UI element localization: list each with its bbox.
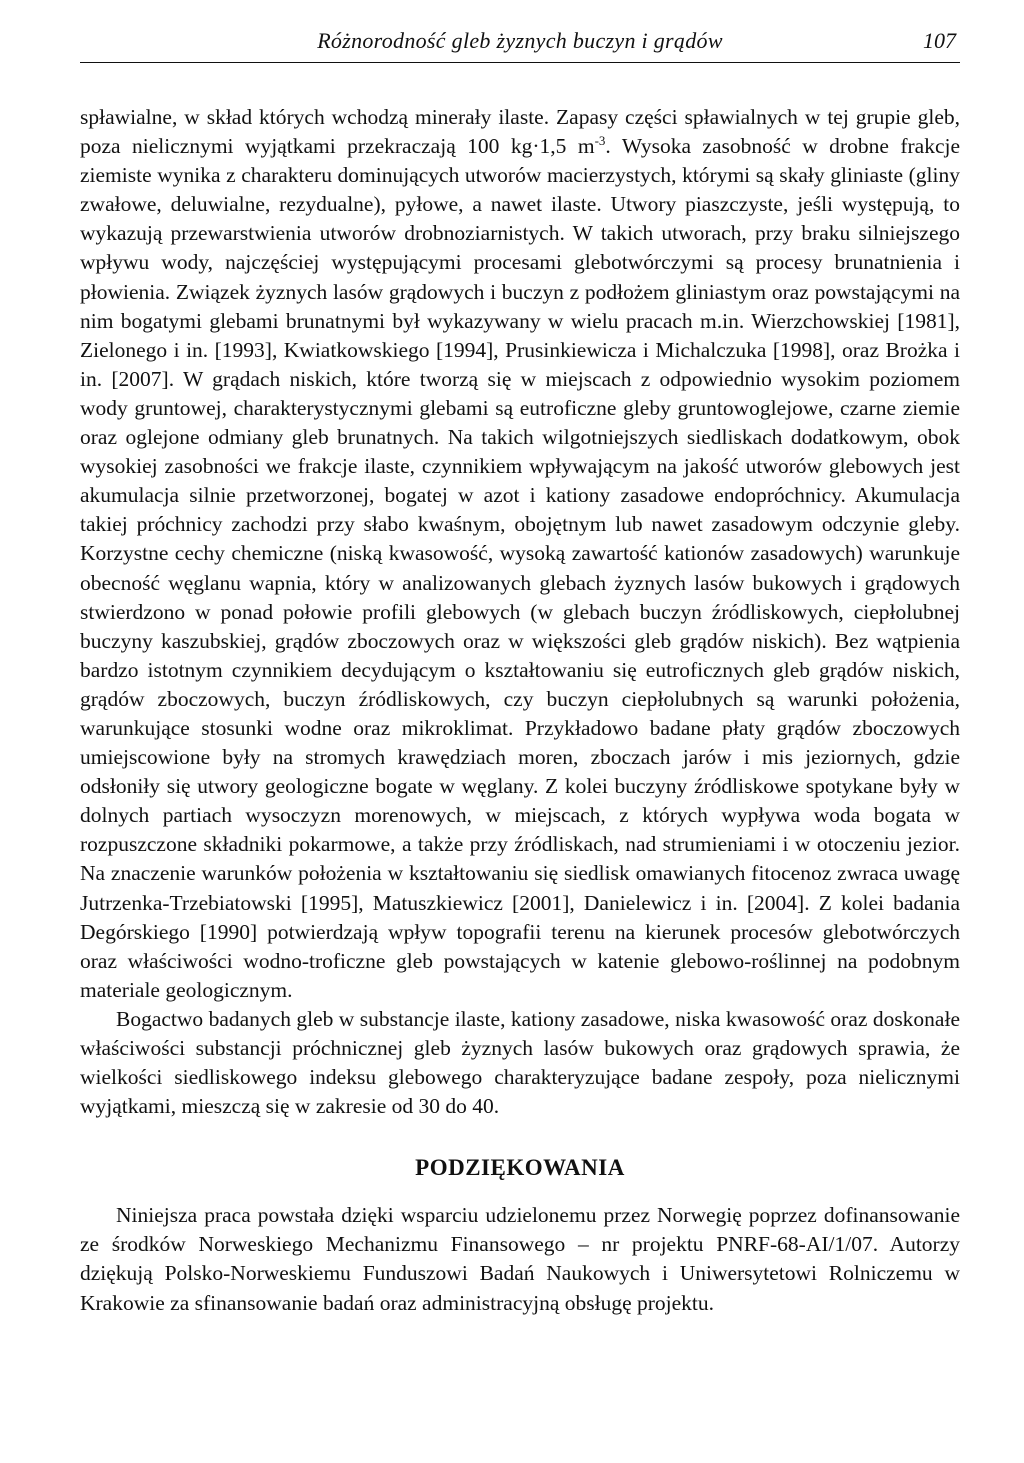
acknowledgements-heading: PODZIĘKOWANIA [415,1155,625,1181]
paragraph-1 [80,103,960,1005]
page [80,28,960,1318]
exponent: -3 [594,132,606,148]
running-title: Różnorodność gleb żyznych buczyn i grądów [317,28,723,53]
paragraph-1-part-a: spławialne, w skład których wchodzą minerały ilaste. Zapasy części spławialnych w tej grupie gleb, poza nielicznymi wyjątkami przekraczają 100 kg·1,5 m [80,105,960,159]
paragraph-2: Bogactwo badanych gleb w substancje ilaste, kationy zasadowe, niska kwasowość oraz doskonałe właściwości substancji próchnicznej gleb żyznych lasów bukowych oraz grądowych sprawia, że wielkości siedliskowego indeksu glebowego charakteryzujące badane zespoły, poza nielicznymi wyjątkami, mieszczą się w zakresie od 30 do 40. [80,1006,960,1119]
paragraph-1-part-b: . Wysoka zasobność w drobne frakcje ziemiste wynika z charakteru dominujących utworów macierzystych, którymi są skały gliniaste (gliny zwałowe, deluwialne, rezydualne), pyłowe, a nawet ilaste. Utwory piaszczyste, jeśli występują, to wykazują przewarstwienia utworów drobnoziarnistych. W takich utworach, przy braku silniejszego wpływu wody, najczęściej występującymi procesami glebotwórczymi są procesy brunatnienia i płowienia. Związek żyznych lasów grądowych i buczyn z podłożem gliniastym oraz powstającymi na nim bogatymi glebami brunatnymi był wykazywany w wielu pracach m.in. Wierzchowskiej [1981], Zielonego i in. [1993], Kwiatkowskiego [1994], Prusinkiewicza i Michalczuka [1998], oraz Brożka i in. [2007]. W grądach niskich, które tworzą się w miejscach z odpowiednio wysokim poziomem wody gruntowej, charakterystycznymi glebami są eutroficzne gleby gruntowoglejowe, czarne ziemie oraz oglejone odmiany gleb brunatnych. Na takich wilgotniejszych siedliskach dodatkowym, obok wysokiej zasobności we frakcje ilaste, czynnikiem wpływającym na jakość utworów glebowych jest akumulacja silnie przetworzonej, bogatej w azot i kationy zasadowe endopróchnicy. Akumulacja takiej próchnicy zachodzi przy słabo kwaśnym, obojętnym lub nawet zasadowym odczynie gleby. Korzystne cechy chemiczne (niską kwasowość, wysoką zawartość kationów zasadowych) warunkuje obecność węglanu wapnia, który w analizowanych glebach żyznych lasów bukowych i grądowych stwierdzono w ponad połowie profili glebowych (w glebach buczyn źródliskowych, ciepłolubnej buczyny kaszubskiej, grądów zboczowych oraz w większości gleb grądów niskich). Bez wątpienia bardzo istotnym czynnikiem decydującym o kształtowaniu się eutroficznych gleb grądów niskich, grądów zboczowych, buczyn źródliskowych, czy buczyn ciepłolubnych są warunki położenia, warunkujące stosunki wodne oraz mikroklimat. Przykładowo badane płaty grądów zboczowych umiejscowione były na stromych krawędziach moren, zboczach jarów i mis jeziornych, gdzie odsłoniły się utwory geologiczne bogate w węglany. Z kolei buczyny źródliskowe spotykane były w dolnych partiach wysoczyzn morenowych, w miejscach, z których wypływa woda bogata w rozpuszczone składniki pokarmowe, a także przy źródliskach, nad strumieniami i w otoczeniu jezior. Na znaczenie warunków położenia w kształtowaniu się siedlisk omawianych fitocenoz zwraca uwagę Jutrzenka-Trzebiatowski [1995], Matuszkiewicz [2001], Danielewicz i in. [2004]. Z kolei badania Degórskiego [1990] potwierdzają wpływ topografii terenu na kierunek procesów glebotwórczych oraz właściwości wodno-troficzne gleb powstających w katenie glebowo-roślinnej na podobnym materiale geologicznym. [80,134,960,1002]
page-number: 107 [923,28,956,53]
acknowledgements-text: Niniejsza praca powstała dzięki wsparciu udzielonemu przez Norwegię poprzez dofinansowanie ze środków Norweskiego Mechanizmu Finansowego – nr projektu PNRF-68-AI/1/07. Autorzy dziękują Polsko-Norweskiemu Funduszowi Badań Naukowych i Uniwersytetowi Rolniczemu w Krakowie za sfinansowanie badań oraz administracyjną obsługę projektu. [80,1203,960,1315]
running-header [80,28,960,63]
body-text [80,103,960,1318]
